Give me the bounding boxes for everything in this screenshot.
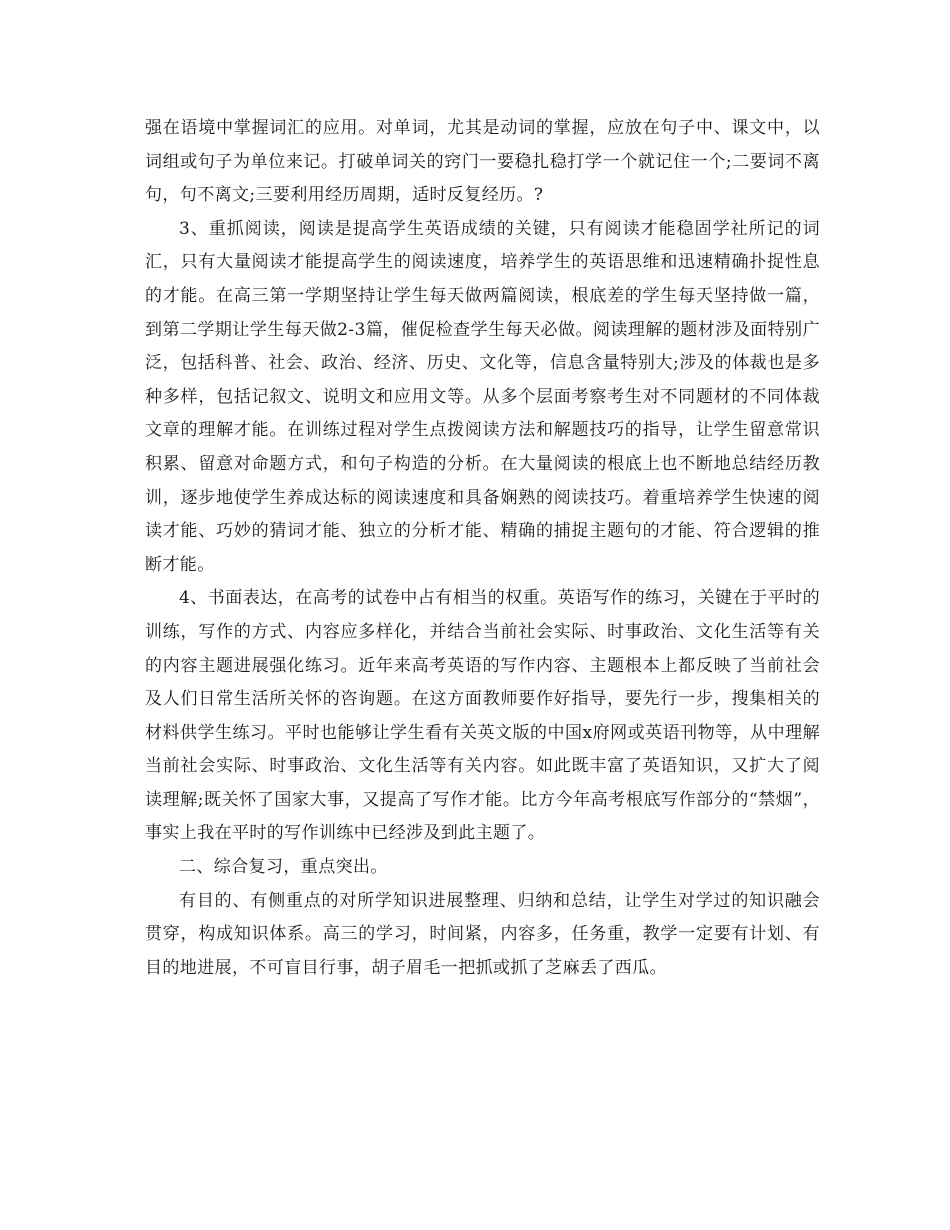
paragraph-writing: 4、书面表达，在高考的试卷中占有相当的权重。英语写作的练习，关键在于平时的训练，写作的方式、内容应多样化，并结合当前社会实际、时事政治、文化生活等有关的内容主题进展强化练习。近年来高考英语的写作内容、主题根本上都反映了当前社会及人们日常生活所关怀的咨询题。在这方面教师要作好指导，要先行一步，搜集相关的材料供学生练习。平时也能够让学生看有关英文版的中国x府网或英语刊物等，从中理解当前社会实际、时事政治、文化生活等有关内容。如此既丰富了英语知识，又扩大了阅读理解;既关怀了国家大事，又提高了写作才能。比方今年高考根底写作部分的“禁烟”，事实上我在平时的写作训练中已经涉及到此主题了。 [145,588,820,844]
paragraph-review: 有目的、有侧重点的对所学知识进展整理、归纳和总结，让学生对学过的知识融会贯穿，构成知识体系。高三的学习，时间紧，内容多，任务重，教学一定要有计划、有目的地进展，不可盲目行事，胡子眉毛一把抓或抓了芝麻丢了西瓜。 [145,890,820,978]
section-heading-review: 二、综合复习，重点突出。 [179,857,388,878]
paragraph-reading: 3、重抓阅读，阅读是提高学生英语成绩的关键，只有阅读才能稳固学社所记的词汇，只有大量阅读才能提高学生的阅读速度，培养学生的英语思维和迅速精确扑捉性息的才能。在高三第一学期坚持让学生每天做两篇阅读，根底差的学生每天坚持做一篇，到第二学期让学生每天做2-3篇，催促检查学生每天必做。阅读理解的题材涉及面特别广泛，包括科普、社会、政治、经济、历史、文化等，信息含量特别大;涉及的体裁也是多种多样，包括记叙文、说明文和应用文等。从多个层面考察考生对不同题材的不同体裁文章的理解才能。在训练过程对学生点拨阅读方法和解题技巧的指导，让学生留意常识积累、留意对命题方式，和句子构造的分析。在大量阅读的根底上也不断地总结经历教训，逐步地使学生养成达标的阅读速度和具备娴熟的阅读技巧。着重培养学生快速的阅读才能、巧妙的猜词才能、独立的分析才能、精确的捕捉主题句的才能、符合逻辑的推断才能。 [145,218,820,575]
paragraph-vocabulary-continued: 强在语境中掌握词汇的应用。对单词，尤其是动词的掌握，应放在句子中、课文中，以词组或句子为单位来记。打破单词关的窍门一要稳扎稳打学一个就记住一个;二要词不离句，句不离文;三要利用经历周期，适时反复经历。? [145,118,820,206]
document-body [145,112,820,985]
